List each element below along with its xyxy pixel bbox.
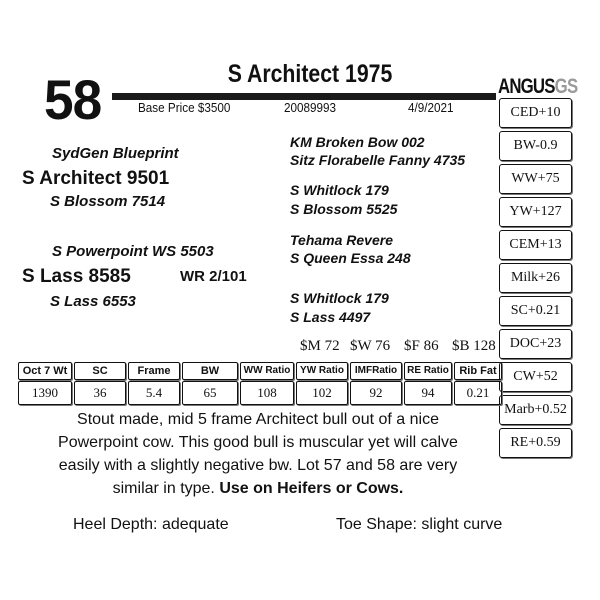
epd-yw: YW+127	[499, 197, 572, 227]
epd-ced: CED+10	[499, 98, 572, 128]
description-line: Powerpoint cow. This good bull is muscular yet will calve	[58, 434, 458, 451]
sire-sire-dam: Sitz Florabelle Fanny 4735	[290, 152, 466, 168]
sire-sire-sire: KM Broken Bow 002	[290, 134, 425, 150]
dam: S Lass 8585	[22, 266, 131, 287]
lot-description	[18, 408, 498, 500]
description-text: similar in type.	[112, 480, 220, 497]
birth-date: 4/9/2021	[408, 100, 454, 115]
dam-dam: S Lass 6553	[50, 293, 136, 310]
sire-dam-dam: S Blossom 5525	[290, 201, 398, 217]
epd-bw: BW-0.9	[499, 131, 572, 161]
lot-number: 58	[44, 68, 102, 131]
index-w: $W 76	[350, 338, 391, 354]
epd-column	[499, 98, 572, 461]
description-line: Stout made, mid 5 frame Architect bull out of a nice	[77, 411, 439, 428]
sire-sire: SydGen Blueprint	[52, 145, 179, 162]
sire-dam-sire: S Whitlock 179	[290, 182, 389, 198]
logo-main-text: ANGUS	[498, 75, 555, 98]
index-b: $B 128	[452, 338, 496, 354]
stat-value: 1390	[18, 381, 72, 405]
epd-cw: CW+52	[499, 362, 572, 392]
epd-re: RE+0.59	[499, 428, 572, 458]
sire-dam: S Blossom 7514	[50, 193, 166, 210]
epd-ww: WW+75	[499, 164, 572, 194]
dam-weaning-ratio: WR 2/101	[180, 268, 247, 285]
registration-number: 20089993	[284, 100, 337, 115]
stats-value-row	[18, 381, 504, 405]
stat-value: 0.21	[454, 381, 502, 405]
stat-value: 92	[350, 381, 402, 405]
description-emphasis: Use on Heifers or Cows.	[219, 480, 404, 497]
stat-header: RE Ratio	[404, 362, 452, 380]
dam-dam-sire: S Whitlock 179	[290, 290, 389, 306]
stat-header: Frame	[128, 362, 180, 380]
dam-sire-dam: S Queen Essa 248	[290, 250, 411, 266]
stat-header: BW	[182, 362, 238, 380]
header-rule	[112, 93, 496, 100]
base-price: Base Price $3500	[138, 100, 231, 115]
stat-header: SC	[74, 362, 126, 380]
stat-value: 108	[240, 381, 294, 405]
stat-value: 102	[296, 381, 348, 405]
toe-shape: Toe Shape: slight curve	[336, 516, 503, 533]
angus-gs-logo	[498, 75, 577, 99]
description-line-4	[18, 477, 498, 500]
epd-cem: CEM+13	[499, 230, 572, 260]
logo-suffix-text: GS	[554, 75, 578, 98]
epd-sc: SC+0.21	[499, 296, 572, 326]
animal-name: S Architect 1975	[227, 60, 393, 88]
heel-depth: Heel Depth: adequate	[73, 516, 229, 533]
stats-header-row	[18, 362, 504, 380]
stat-header: IMFRatio	[350, 362, 402, 380]
index-m: $M 72	[300, 338, 340, 354]
dam-sire: S Powerpoint WS 5503	[52, 243, 214, 260]
epd-milk: Milk+26	[499, 263, 572, 293]
stat-value: 5.4	[128, 381, 180, 405]
stat-value: 94	[404, 381, 452, 405]
stat-value: 36	[74, 381, 126, 405]
dam-sire-sire: Tehama Revere	[290, 232, 393, 248]
stat-header: WW Ratio	[240, 362, 294, 380]
stat-header: YW Ratio	[296, 362, 348, 380]
stat-header: Oct 7 Wt	[18, 362, 72, 380]
index-f: $F 86	[404, 338, 439, 354]
epd-marb: Marb+0.52	[499, 395, 572, 425]
description-line: easily with a slightly negative bw. Lot 57 and 58 are very	[58, 457, 458, 474]
stat-header: Rib Fat	[454, 362, 502, 380]
epd-doc: DOC+23	[499, 329, 572, 359]
stat-value: 65	[182, 381, 238, 405]
sire: S Architect 9501	[22, 168, 170, 189]
dam-dam-dam: S Lass 4497	[290, 309, 371, 325]
